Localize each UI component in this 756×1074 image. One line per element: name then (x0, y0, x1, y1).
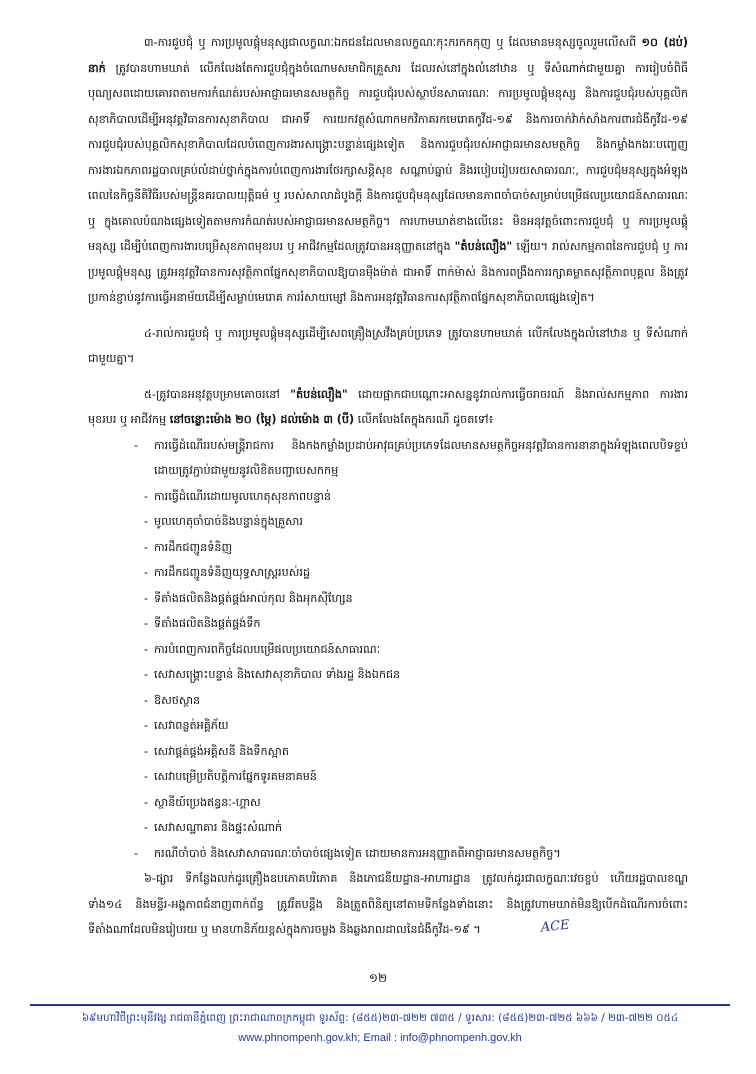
list-item: - សេវាផ្គត់ផ្គង់អគ្គិសនី និងទឹកស្អាត (144, 744, 289, 758)
paragraph-3-prefix: ៣-ការជួបជុំ ឬ ការប្រមូលផ្តុំមនុស្សជាលក្ខណៈឯកជនដែលមានលក្ខណៈកុះករកកកុញ ឬ ដែលមានមនុស្សចូលរួមលើសពី (144, 36, 642, 49)
list-item-text: ការបំពេញការពកិច្ចដែលបម្រើផលប្រយោជន៍សាធារណៈ (154, 642, 381, 656)
paragraph-6-text: ៦-ផ្សារ ទីកន្លែងលក់ដូរគ្រឿងឧបភោគបរិភោគ និងភោជនីយដ្ឋាន-អាហារដ្ឋាន ត្រូវលក់ដូរជាលក្ខណៈវេចខ្ចប់ ហើយរដ្ឋបាលខណ្ឌទាំង១៤ និងមន្ទីរ-អង្គភាពជំនាញពាក់ព័ន្ធ ត្រូវរឹតបន្តឹង និងត្រួតពិនិត្យនៅតាមទីកន្លែងទាំងនោះ និងត្រូវហាមឃាត់មិនឱ្យបើកដំណើរការចំពោះទីតាំងណាដែលមិនរៀបរយ ឬ មានហានិភ័យខ្ពស់ក្នុងការចម្លង និងឆ្លងរាលដាលនៃជំងឺកូវីដ-១៩ ។ (88, 872, 688, 936)
list-item: - ស្ថានីយ៍ប្រេងឥន្ធនៈ-ហ្គាស (144, 795, 261, 809)
list-item-text: សេវាផ្គត់ផ្គង់អគ្គិសនី និងទឹកស្អាត (154, 744, 289, 758)
paragraph-3-tail: ឡើយ។ រាល់សកម្មភាពនៃការជួបជុំ ឬ ការប្រមូលផ្តុំមនុស្ស ត្រូវអនុវត្តវិធានការសុវត្ថិភាពផ្នែកសុខាភិបាលឱ្យបានម៉ឺងម៉ាត់ ជាអាទិ៍ ពាក់ម៉ាស់ និងការពង្រឹងការរក្សាគម្លាតសុវត្ថិភាពបុគ្គល និងត្រូវប្រកាន់ខ្ជាប់នូវការធ្វើអនាម័យដើម្បីសម្លាប់មេរោគ ការរំសាយម្សៅ និងការអនុវត្តវិធានការសុវត្ថិភាពផ្នែកសុខាភិបាលផ្សេងទៀត។ (88, 240, 688, 304)
paragraph-3-body: ត្រូវបានហាមឃាត់ លើកលែងតែការជួបជុំក្នុងចំណោមសមាជិកគ្រួសារ ដែលរស់នៅក្នុងលំនៅឋាន ឬ ទីសំណាក់ជាមួយគ្នា ការរៀបចំពិធីបុណ្យសពដោយគោរពតាមការកំណត់របស់អាជ្ញាធរមានសមត្ថកិច្ច ការជួបជុំរបស់ស្ថាប័នសាធារណៈ ការប្រមូលផ្តុំមនុស្ស និងការជួបជុំរបស់បុគ្គលិកសុខាភិបាលដើម្បីអនុវត្តវិធានការសុខាភិបាល ជាអាទិ៍ ការយកវត្ថុសំណាកមកវិភាគរកមេរោគកូវីដ-១៩ និងការចាក់វ៉ាក់សាំងការពារជំងឺកូវីដ-១៩ ការជួបជុំរបស់បុគ្គលិកសុខាភិបាលដែលបំពេញការងារសង្គ្រោះបន្ទាន់ផ្សេងទៀត និងការជួបជុំរបស់អាជ្ញាធរមានសមត្ថកិច្ច និងកម្លាំងកងរៈបញ្ចេញការងារឯកភាពរដ្ឋបាលគ្រប់លំដាប់ថ្នាក់ក្នុងការបំពេញការងារថែរក្សាសន្តិសុខ សណ្តាប់ធ្នាប់ និងរបៀបរៀបរយសាធារណៈ, ការជួបជុំមនុស្សក្នុងអំឡុងពេលនៃកិច្ចនីតិវិធីរបស់មន្ត្រីនគរបាលយុត្តិធម៌ ឬ របស់សាលាដំបូងក្តី និងការជួបជុំមនុស្សដែលមានភាពចាំបាច់សម្រាប់បម្រើផលប្រយោជន៍សាធារណៈ ឬ ក្នុងគោលបំណងផ្សេងទៀតតាមការកំណត់របស់អាជ្ញាធរមានសមត្ថកិច្ច។ ការហាមឃាត់ខាងលើនេះ មិនអនុវត្តចំពោះការជួបជុំ ឬ ការប្រមូលផ្តុំមនុស្ស ដើម្បីបំពេញការងារបម្រើសុខភាពមុខរបរ ឬ អាជីវកម្មដែលត្រូវបានអនុញ្ញាតនៅក្នុង (88, 61, 688, 253)
paragraph-3-bold-zone: "តំបន់លឿង" (454, 240, 513, 253)
list-item: - ការដឹកជញ្ជូនទំនិញយុទ្ធសាស្ត្ររបស់រដ្ឋ (144, 566, 311, 579)
paragraph-5-middle: ដោយផ្អាកជាបណ្តោះអាសន្ននូវរាល់ការធ្វើចរាចរណ៍ និងរាល់សកម្មភាព ការងារ មុខរបរ ឬ អាជីវកម្ម (88, 387, 688, 426)
document-body (88, 30, 688, 943)
footer-address: ៦៩មហាវិថីព្រះមុនីវង្ស រាជធានីភ្នំពេញ ព្រះរាជាណាចក្រកម្ពុជា ទូរស័ព្ទ: (៨៥៥)២៣-៧២២ ៧៣៥ / ទូរសារ: (៨៥៥)២៣-៧២៥ ៦៦៦ / ២៣-៧២២ ០៥៤ (81, 1012, 679, 1024)
paragraph-5-prefix: ៥-ត្រូវបានអនុវត្តបម្រាមគោចរនៅ (144, 387, 291, 401)
paragraph-3-bold-count: ១០ (ដប់) នាក់ (88, 36, 688, 75)
page-number: ១២ (368, 971, 388, 985)
list-item: - សេវាបម្រើប្រតិបត្តិការផ្នែកទូរគមនាគមន៍ (144, 770, 317, 783)
list-item-text: ទីតាំងផលិតនិងផ្គត់ផ្គង់ទឹក (154, 617, 261, 630)
list-item-text: សេវាពន្លត់អគ្គិភ័យ (154, 719, 229, 732)
list-item: - សេវាសណ្ឋាគារ និងផ្ទះសំណាក់ (144, 821, 283, 834)
list-item-text: ស្ថានីយ៍ប្រេងឥន្ធនៈ-ហ្គាស (154, 795, 261, 809)
list-item: - ការធ្វើដំណើរដោយមូលហេតុសុខភាពបន្ទាន់ (144, 489, 331, 503)
list-item-text: ឱសថស្ថាន (154, 693, 201, 707)
list-item: - ការបំពេញការពកិច្ចដែលបម្រើផលប្រយោជន៍សាធារណៈ (144, 642, 381, 656)
list-item: - សេវាពន្លត់អគ្គិភ័យ (144, 719, 229, 732)
list-item-text: ទីតាំងផលិតនិងផ្គត់ផ្គង់អាល់កុល និងអុកស៊ីហ្សែន (154, 591, 353, 605)
list-item-text: សេវាសណ្ឋាគារ និងផ្ទះសំណាក់ (154, 821, 283, 834)
list-item-text: សេវាបម្រើប្រតិបត្តិការផ្នែកទូរគមនាគមន៍ (154, 770, 317, 783)
paragraph-4: ៤-រាល់ការជួបជុំ ឬ ការប្រមូលផ្តុំមនុស្សដើម្បីសេពគ្រឿងស្រវឹងគ្រប់ប្រភេទ ត្រូវបានហាមឃាត់ លើកលែងក្នុងលំនៅឋាន ឬ ទីសំណាក់ជាមួយគ្នា។ (88, 326, 688, 365)
list-item: - ការដឹកជញ្ជូនទំនិញ (144, 540, 233, 554)
paragraph-3 (88, 30, 688, 311)
exception-list (88, 433, 688, 867)
paragraph-5-bold-zone: "តំបន់លឿង" (290, 387, 348, 401)
initials-signature: ACE (539, 917, 571, 936)
list-item: - ឱសថស្ថាន (144, 693, 201, 707)
list-item: - មូលហេតុចាំបាច់និងបន្ទាន់ក្នុងគ្រួសារ (144, 515, 303, 528)
paragraph-5-bold-hours: នៅចន្លោះម៉ោង ២០ (ម្ភៃ) ដល់ម៉ោង ៣ (បី) (169, 413, 355, 426)
paragraph-5 (88, 382, 688, 433)
list-item: - ការធ្វើដំណើររបស់មន្ត្រីរាជការ និងកងកម្លាំងប្រដាប់អាវុធគ្រប់ប្រភេទដែលមានសមត្ថកិច្ចអនុវត្តវិធានការនានាក្នុងអំឡុងពេលបិទខ្ទប់ ដោយត្រូវភ្ជាប់ជាមួយនូវលិខិតបញ្ជាបេសកកម្ម (134, 438, 688, 477)
list-item-text: ការធ្វើដំណើររបស់មន្ត្រីរាជការ និងកងកម្លាំងប្រដាប់អាវុធគ្រប់ប្រភេទដែលមានសមត្ថកិច្ចអនុវត្តវិធានការនានាក្នុងអំឡុងពេលបិទខ្ទប់ ដោយត្រូវភ្ជាប់ជាមួយនូវលិខិតបញ្ជាបេសកកម្ម (154, 438, 688, 477)
footer-contact: www.phnompenh.gov.kh; Email : info@phnompenh.gov.kh (238, 1032, 522, 1044)
list-item-text: សេវាសង្គ្រោះបន្ទាន់ និងសេវាសុខាភិបាល ទាំងរដ្ឋ និងឯកជន (154, 668, 401, 681)
list-item-text: ការធ្វើដំណើរដោយមូលហេតុសុខភាពបន្ទាន់ (154, 489, 331, 503)
list-item-text: ការដឹកជញ្ជូនទំនិញយុទ្ធសាស្ត្ររបស់រដ្ឋ (154, 566, 311, 579)
paragraph-5-tail: លើកលែងតែក្នុងករណី ដូចតទៅ៖ (354, 413, 494, 426)
list-item: - ទីតាំងផលិតនិងផ្គត់ផ្គង់ទឹក (144, 617, 261, 630)
footer-divider (30, 1004, 730, 1006)
list-item: - សេវាសង្គ្រោះបន្ទាន់ និងសេវាសុខាភិបាល ទាំងរដ្ឋ និងឯកជន (144, 668, 401, 681)
list-item-text: មូលហេតុចាំបាច់និងបន្ទាន់ក្នុងគ្រួសារ (154, 515, 303, 528)
list-item: - ទីតាំងផលិតនិងផ្គត់ផ្គង់អាល់កុល និងអុកស៊ីហ្សែន (144, 591, 353, 605)
paragraph-6 (88, 866, 688, 943)
list-item-text: ករណីចាំបាច់ និងសេវាសាធារណៈចាំបាច់ផ្សេងទៀត ដោយមានការអនុញ្ញាតពីអាជ្ញាធរមានសមត្ថកិច្ច។ (154, 846, 561, 860)
list-item-text: ការដឹកជញ្ជូនទំនិញ (154, 540, 233, 554)
list-item: - ករណីចាំបាច់ និងសេវាសាធារណៈចាំបាច់ផ្សេងទៀត ដោយមានការអនុញ្ញាតពីអាជ្ញាធរមានសមត្ថកិច្ច។ (134, 846, 561, 860)
